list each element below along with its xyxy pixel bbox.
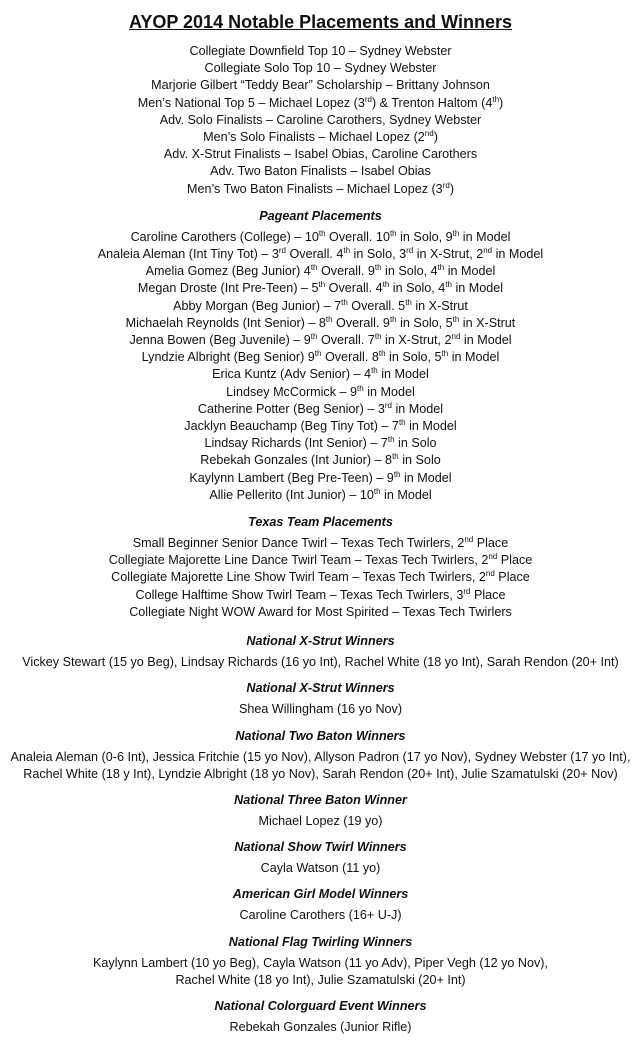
- national-winners: [0, 633, 641, 1036]
- notable-placements-list: [0, 43, 641, 198]
- text-line: Lindsay Richards (Int Senior) – 7th in Solo: [204, 435, 437, 451]
- winners-list: [0, 654, 641, 671]
- text-line: Abby Morgan (Beg Junior) – 7th Overall. 5th in X-Strut: [173, 297, 468, 313]
- text-line: Rachel White (18 y Int), Lyndzie Albright (18 yo Nov), Sarah Rendon (20+ Int), Julie Szamatulski (20+ Nov): [23, 766, 618, 781]
- text-line: Analeia Aleman (0-6 Int), Jessica Fritchie (15 yo Nov), Allyson Padron (17 yo Nov), Sydney Webster (17 yo Int),: [10, 749, 631, 764]
- winners-list: [0, 749, 641, 783]
- section-heading: National Three Baton Winner: [234, 792, 407, 807]
- text-line: Adv. Solo Finalists – Caroline Carothers, Sydney Webster: [159, 112, 482, 127]
- section-heading: Texas Team Placements: [248, 515, 393, 530]
- text-line: Lyndzie Albright (Beg Senior) 9th Overall. 8th in Solo, 5th in Model: [141, 349, 500, 365]
- text-line: Cayla Watson (11 yo): [260, 861, 381, 876]
- text-line: Rachel White (18 yo Int), Julie Szamatulski (20+ Int): [175, 972, 466, 987]
- winners-section: [0, 886, 641, 924]
- text-line: Collegiate Downfield Top 10 – Sydney Webster: [189, 44, 452, 58]
- text-line: Vickey Stewart (15 yo Beg), Lindsay Richards (16 yo Int), Rachel White (18 yo Int), Sarah Rendon (20+ Int): [22, 655, 619, 670]
- text-line: Collegiate Majorette Line Dance Twirl Team – Texas Tech Twirlers, 2nd Place: [108, 552, 533, 568]
- text-line: Erica Kuntz (Adv Senior) – 4th in Model: [212, 366, 429, 382]
- winners-section: [0, 680, 641, 718]
- text-line: Jacklyn Beauchamp (Beg Tiny Tot) – 7th in Model: [184, 417, 457, 434]
- section-heading: National Two Baton Winners: [235, 728, 406, 743]
- text-line: Rebekah Gonzales (Int Junior) – 8th in Solo: [200, 452, 441, 468]
- text-line: Caroline Carothers (College) – 10th Overall. 10th in Solo, 9th in Model: [130, 228, 511, 244]
- text-line: Kaylynn Lambert (10 yo Beg), Cayla Watson (11 yo Adv), Piper Vegh (12 yo Nov),: [93, 955, 548, 970]
- text-line: College Halftime Show Twirl Team – Texas Tech Twirlers, 3rd Place: [135, 586, 506, 602]
- text-line: Collegiate Solo Top 10 – Sydney Webster: [204, 61, 437, 76]
- text-line: Men’s Two Baton Finalists – Michael Lopez (3rd): [186, 180, 455, 196]
- winners-section: [0, 934, 641, 989]
- winners-section: [0, 998, 641, 1036]
- text-line: Analeia Aleman (Int Tiny Tot) – 3rd Overall. 4th in Solo, 3rd in X-Strut, 2nd in Model: [97, 245, 544, 262]
- winners-section: [0, 792, 641, 830]
- pageant-section: [0, 208, 641, 504]
- text-line: Small Beginner Senior Dance Twirl – Texas Tech Twirlers, 2nd Place: [132, 534, 509, 551]
- text-line: Allie Pellerito (Int Junior) – 10th in Model: [209, 486, 432, 502]
- pageant-placements-list: [0, 229, 641, 504]
- winners-section: [0, 633, 641, 671]
- text-line: Men’s National Top 5 – Michael Lopez (3rd) & Trenton Haltom (4th): [137, 94, 504, 110]
- text-line: Jenna Bowen (Beg Juvenile) – 9th Overall. 7th in X-Strut, 2nd in Model: [129, 331, 512, 348]
- text-line: Michaelah Reynolds (Int Senior) – 8th Overall. 9th in Solo, 5th in X-Strut: [125, 314, 516, 330]
- section-heading: National X-Strut Winners: [246, 681, 395, 696]
- winners-list: [0, 1019, 641, 1036]
- text-line: Shea Willingham (16 yo Nov): [238, 702, 403, 717]
- text-line: Rebekah Gonzales (Junior Rifle): [229, 1019, 412, 1034]
- winners-list: [0, 701, 641, 718]
- winners-section: [0, 728, 641, 783]
- text-line: Catherine Potter (Beg Senior) – 3rd in Model: [197, 400, 444, 416]
- text-line: Amelia Gomez (Beg Junior) 4th Overall. 9th in Solo, 4th in Model: [145, 263, 496, 279]
- text-line: Collegiate Majorette Line Show Twirl Team – Texas Tech Twirlers, 2nd Place: [111, 569, 530, 585]
- texas-team-section: [0, 514, 641, 621]
- winners-section: [0, 839, 641, 877]
- winners-list: [0, 955, 641, 989]
- texas-team-list: [0, 535, 641, 621]
- text-line: Marjorie Gilbert “Teddy Bear” Scholarship – Brittany Johnson: [151, 78, 490, 93]
- winners-list: [0, 907, 641, 924]
- text-line: Kaylynn Lambert (Beg Pre-Teen) – 9th in Model: [189, 469, 452, 485]
- text-line: Megan Droste (Int Pre-Teen) – 5th Overall. 4th in Solo, 4th in Model: [137, 280, 504, 296]
- winners-list: [0, 860, 641, 877]
- section-heading: National Flag Twirling Winners: [228, 934, 413, 949]
- section-heading: National Show Twirl Winners: [234, 840, 407, 855]
- section-heading: Pageant Placements: [259, 208, 382, 223]
- text-line: Men’s Solo Finalists – Michael Lopez (2nd): [203, 128, 438, 145]
- section-heading: National Colorguard Event Winners: [214, 998, 427, 1013]
- text-line: Caroline Carothers (16+ U-J): [239, 908, 402, 923]
- document-title: AYOP 2014 Notable Placements and Winners: [129, 12, 512, 32]
- text-line: Adv. X-Strut Finalists – Isabel Obias, Caroline Carothers: [163, 147, 478, 162]
- section-heading: American Girl Model Winners: [232, 887, 409, 902]
- text-line: Collegiate Night WOW Award for Most Spirited – Texas Tech Twirlers: [129, 604, 512, 619]
- section-heading: National X-Strut Winners: [246, 634, 395, 649]
- text-line: Adv. Two Baton Finalists – Isabel Obias: [210, 164, 431, 179]
- winners-list: [0, 813, 641, 830]
- text-line: Michael Lopez (19 yo): [258, 813, 383, 828]
- text-line: Lindsey McCormick – 9th in Model: [226, 383, 415, 399]
